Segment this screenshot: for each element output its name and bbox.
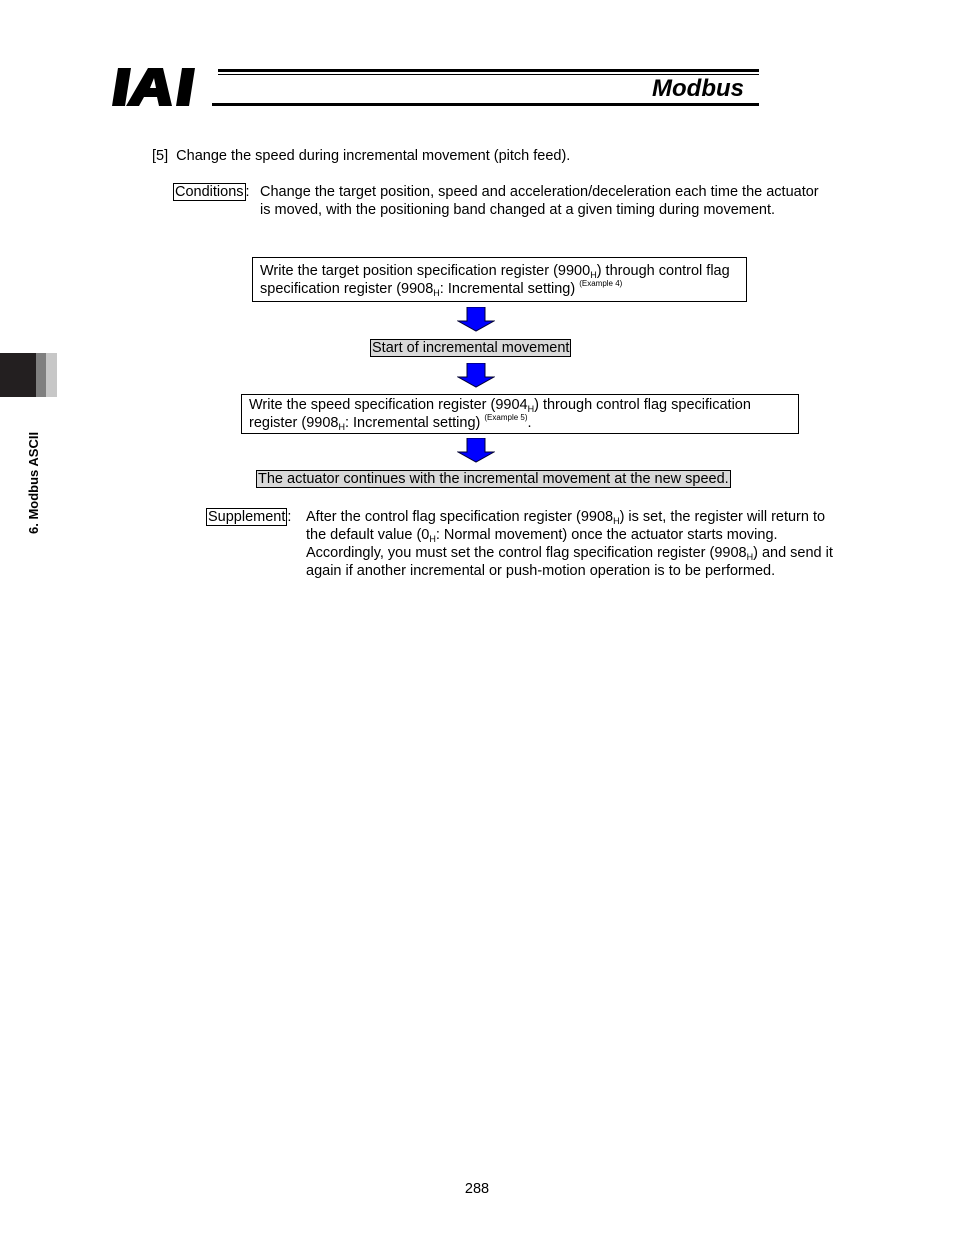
side-tab-light	[46, 353, 57, 397]
step4-text: The actuator continues with the incremental movement at the new speed.	[258, 471, 729, 487]
step3-text-b: ) through control flag specification register (9908	[249, 397, 751, 431]
step3-text-d: .	[527, 415, 532, 431]
step3-example-ref: (Example 5)	[484, 413, 528, 422]
section-heading: [5] Change the speed during incremental movement (pitch feed).	[152, 148, 571, 164]
step3-text-c: : Incremental setting)	[344, 415, 485, 431]
step3-sub-b: H	[338, 422, 345, 432]
conditions-label-wrap	[173, 183, 250, 201]
step1-example-ref: (Example 4)	[579, 279, 623, 288]
step1-text-a: Write the target position specification register (9900	[260, 263, 591, 279]
step1-text-c: : Incremental setting)	[439, 281, 580, 297]
supplement-colon: :	[287, 509, 292, 525]
flow-step-4	[256, 470, 731, 488]
supplement-text-a: After the control flag specification register (9908	[306, 509, 614, 525]
supplement-text-b: ) is set, the register will return to the default value (0	[306, 509, 826, 543]
supplement-label-wrap	[206, 508, 291, 526]
header-rule-bottom	[212, 103, 759, 106]
step1-sub-b: H	[433, 288, 440, 298]
side-tab-label: 6. Modbus ASCII	[26, 431, 41, 534]
down-arrow-icon	[457, 307, 495, 332]
flow-step-1	[252, 257, 747, 302]
supplement-sub-c: H	[746, 552, 754, 562]
supplement-sub-b: H	[429, 534, 436, 544]
step3-text-a: Write the speed specification register (9904	[249, 397, 528, 413]
supplement-text-d: ) and send it again if another incremental or push-motion operation is to be performed.	[306, 545, 833, 579]
step1-text-b: ) through control flag specification register (9908	[260, 263, 730, 297]
step2-text: Start of incremental movement	[372, 340, 570, 356]
supplement-label: Supplement	[208, 509, 286, 525]
page-number: 288	[464, 1181, 490, 1197]
conditions-label: Conditions	[175, 184, 244, 200]
supplement-text	[306, 508, 836, 580]
conditions-colon: :	[245, 184, 250, 200]
side-tab-dark	[0, 353, 36, 397]
flow-step-2	[370, 339, 571, 357]
iai-logo	[112, 66, 212, 108]
supplement-text-c: : Normal movement) once the actuator starts moving. Accordingly, you must set the control flag specification register (9908	[306, 527, 778, 561]
conditions-text: Change the target position, speed and acceleration/deceleration each time the actuator is moved, with the positioning band changed at a given timing during movement.	[260, 184, 819, 218]
down-arrow-icon	[457, 363, 495, 388]
header-title: Modbus	[652, 75, 744, 102]
side-tab-mid	[36, 353, 46, 397]
step3-sub-a: H	[527, 404, 535, 414]
down-arrow-icon	[457, 438, 495, 463]
flow-step-3	[241, 394, 799, 434]
supplement-sub-a: H	[613, 516, 620, 526]
header-rule-top	[218, 69, 759, 72]
step1-sub-a: H	[590, 270, 597, 280]
